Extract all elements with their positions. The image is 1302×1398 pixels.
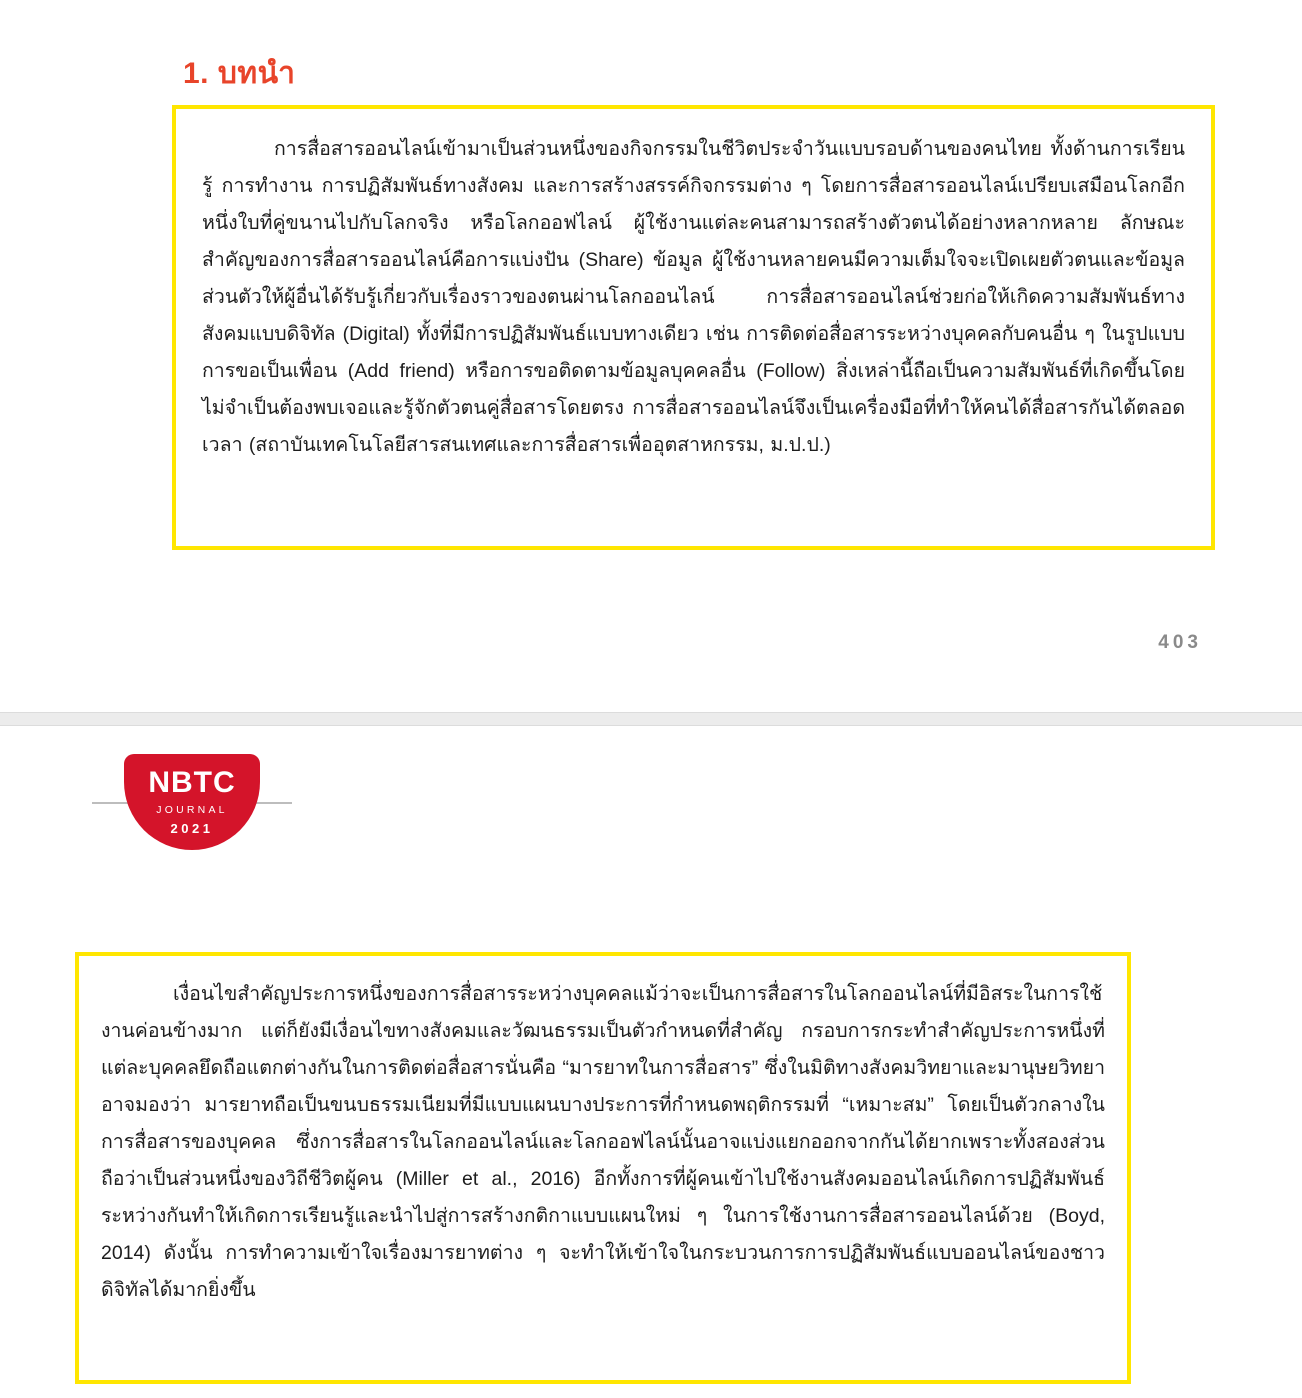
logo-name: NBTC [148,766,236,799]
page-title: 1. บทนำ [183,57,296,91]
highlighted-paragraph-box [75,952,1131,1384]
nbtc-journal-logo [124,754,260,850]
logo-year: 2021 [170,820,214,836]
logo-rule-right [256,802,292,804]
highlighted-paragraph-box [172,105,1215,550]
page-number: 403 [1158,632,1202,653]
page-separator [0,712,1302,726]
logo-rule-left [92,802,128,804]
body-paragraph: การสื่อสารออนไลน์เข้ามาเป็นส่วนหนึ่งของกิจกรรมในชีวิตประจำวันแบบรอบด้านของคนไทย ทั้งด้านการเรียนรู้ การทำงาน การปฏิสัมพันธ์ทางสังคม และการสร้างสรรค์กิจกรรมต่าง ๆ โดยการสื่อสารออนไลน์เปรียบเสมือนโลกอีกหนึ่งใบที่คู่ขนานไปกับโลกจริง หรือโลกออฟไลน์ ผู้ใช้งานแต่ละคนสามารถสร้างตัวตนได้อย่างหลากหลาย ลักษณะสำคัญของการสื่อสารออนไลน์คือการแบ่งปัน (Share) ข้อมูล ผู้ใช้งานหลายคนมีความเต็มใจจะเปิดเผยตัวตนและข้อมูลส่วนตัวให้ผู้อื่นได้รับรู้เกี่ยวกับเรื่องราวของตนผ่านโลกออนไลน์ การสื่อสารออนไลน์ช่วยก่อให้เกิดความสัมพันธ์ทางสังคมแบบดิจิทัล (Digital) ทั้งที่มีการปฏิสัมพันธ์แบบทางเดียว เช่น การติดต่อสื่อสารระหว่างบุคคลกับคนอื่น ๆ ในรูปแบบการขอเป็นเพื่อน (Add friend) หรือการขอติดตามข้อมูลบุคคลอื่น (Follow) สิ่งเหล่านี้ถือเป็นความสัมพันธ์ที่เกิดขึ้นโดยไม่จำเป็นต้องพบเจอและรู้จักตัวตนคู่สื่อสารโดยตรง การสื่อสารออนไลน์จึงเป็นเครื่องมือที่ทำให้คนได้สื่อสารกันได้ตลอดเวลา (สถาบันเทคโนโลยีสารสนเทศและการสื่อสารเพื่ออุตสาหกรรม, ม.ป.ป.) [202,138,1185,456]
document-page-two [0,726,1302,1398]
body-paragraph: เงื่อนไขสำคัญประการหนึ่งของการสื่อสารระหว่างบุคคลแม้ว่าจะเป็นการสื่อสารในโลกออนไลน์ที่มีอิสระในการใช้งานค่อนข้างมาก แต่ก็ยังมีเงื่อนไขทางสังคมและวัฒนธรรมเป็นตัวกำหนดที่สำคัญ กรอบการกระทำสำคัญประการหนึ่งที่แต่ละบุคคลยึดถือแตกต่างกันในการติดต่อสื่อสารนั่นคือ “มารยาทในการสื่อสาร” ซึ่งในมิติทางสังคมวิทยาและมานุษยวิทยาอาจมองว่า มารยาทถือเป็นขนบธรรมเนียมที่มีแบบแผนบางประการที่กำหนดพฤติกรรมที่ “เหมาะสม” โดยเป็นตัวกลางในการสื่อสารของบุคคล ซึ่งการสื่อสารในโลกออนไลน์และโลกออฟไลน์นั้นอาจแบ่งแยกออกจากกันได้ยากเพราะทั้งสองส่วนถือว่าเป็นส่วนหนึ่งของวิถีชีวิตผู้คน (Miller et al., 2016) อีกทั้งการที่ผู้คนเข้าไปใช้งานสังคมออนไลน์เกิดการปฏิสัมพันธ์ระหว่างกันทำให้เกิดการเรียนรู้และนำไปสู่การสร้างกติกาแบบแผนใหม่ ๆ ในการใช้งานการสื่อสารออนไลน์ด้วย (Boyd, 2014) ดังนั้น การทำความเข้าใจเรื่องมารยาทต่าง ๆ จะทำให้เข้าใจในกระบวนการการปฏิสัมพันธ์แบบออนไลน์ของชาวดิจิทัลได้มากยิ่งขึ้น [101,983,1106,1301]
logo-subtitle: JOURNAL [156,804,228,816]
